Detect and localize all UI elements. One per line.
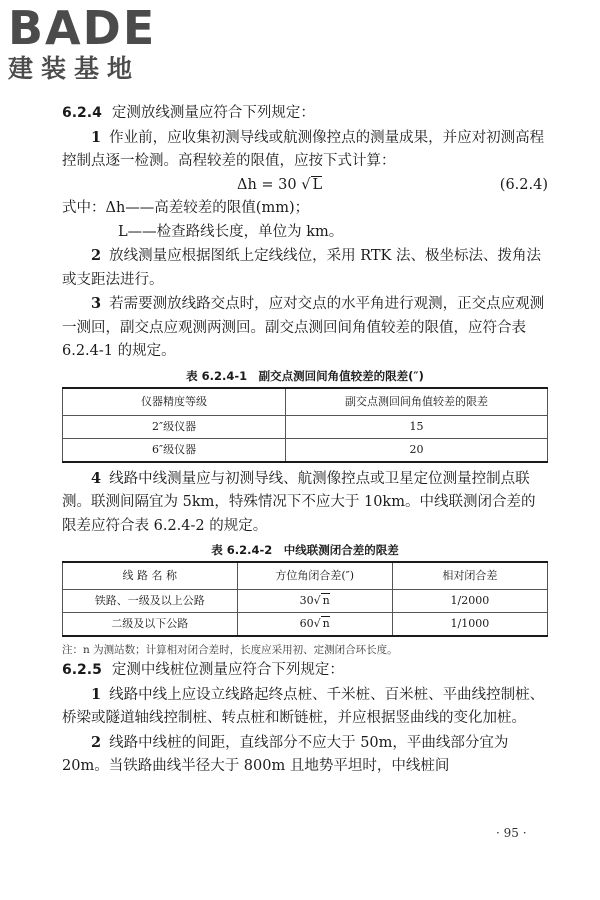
table-cell: 20 (286, 438, 548, 462)
table-cell: 60√ n (237, 613, 392, 637)
table-row (63, 613, 548, 637)
item-1 (62, 126, 548, 174)
item-2 (62, 244, 548, 292)
definition-2: L——检查路线长度，单位为 km。 (118, 223, 344, 240)
item-text: 作业前，应收集初测导线或航测像控点的测量成果，并应对初测高程控制点逐一检测。高程较差的限值，应按下式计算： (62, 129, 545, 169)
item-number: 1 (91, 685, 102, 703)
table-cell: 1/1000 (392, 613, 547, 637)
page-number: · 95 · (496, 826, 527, 840)
table-cell: 2″级仪器 (63, 415, 286, 438)
definition-1: 式中：Δh——高差较差的限值(mm)； (62, 200, 310, 216)
table-header-cell: 线 路 名 称 (63, 562, 238, 590)
item-1 (62, 683, 548, 731)
item-number: 3 (91, 295, 102, 312)
item-number: 2 (91, 247, 102, 264)
table-note: 注：n 为测站数；计算相对闭合差时，长度应采用初、定测闭合环长度。 (62, 644, 398, 656)
formula-6-2-4 (62, 174, 548, 198)
table-cell: 30√ n (237, 590, 392, 613)
coef: 30 (299, 594, 314, 607)
item-2 (62, 731, 548, 779)
radicand: n (322, 617, 330, 630)
section-heading-text: 定测放线测量应符合下列规定： (111, 105, 315, 121)
table-header-cell: 相对闭合差 (392, 562, 547, 590)
table-header-row (63, 562, 548, 590)
table-cell: 15 (286, 415, 548, 438)
formula-expression: Δh = 30 √ L (237, 176, 323, 193)
document-body (62, 102, 548, 779)
item-text: 放线测量应根据图纸上定线线位，采用 RTK 法、极坐标法、拨角法或支距法进行。 (62, 248, 541, 288)
table-header-row (63, 388, 548, 416)
item-number: 4 (91, 469, 102, 487)
item-text: 若需要测放线路交点时，应对交点的水平角进行观测，正交点应观测一测回，副交点应观测两测回。副交点测回间角值较差的限值，应符合表 6.2.4-1 的规定。 (62, 296, 545, 359)
section-6-2-4-heading (62, 102, 548, 126)
section-6-2-5-heading (62, 659, 548, 683)
logo-en: BADE (8, 1, 157, 55)
table-6-2-4-1 (62, 387, 548, 463)
item-3 (62, 292, 548, 364)
table-header-cell: 副交点测回间角值较差的限差 (286, 388, 548, 416)
radicand: n (322, 594, 330, 607)
formula-radicand: L (312, 176, 323, 193)
formula-lhs: Δh = 30 (237, 176, 297, 193)
table-row (63, 438, 548, 462)
item-text: 线路中线上应设立线路起终点桩、千米桩、百米桩、平曲线控制桩、桥梁或隧道轴线控制桩、转点桩和断链桩，并应根据竖曲线的变化加桩。 (62, 686, 545, 726)
item-text: 线路中线测量应与初测导线、航测像控点或卫星定位测量控制点联测。联测间隔宜为 5km，特殊情况下不应大于 10km。中线联测闭合差的限差应符合表 6.2.4-2 的规定。 (62, 470, 536, 534)
logo-cn: 建装基地 (8, 54, 141, 83)
item-text: 线路中线桩的间距，直线部分不应大于 50m，平曲线部分宜为 20m。当铁路曲线半径大于 800m 且地势平坦时，中线桩间 (62, 734, 509, 774)
table-cell: 6″级仪器 (63, 438, 286, 462)
coef: 60 (299, 617, 314, 630)
table-2-title: 表 6.2.4-2 中线联测闭合差的限差 (211, 543, 399, 557)
table-cell: 1/2000 (392, 590, 547, 613)
item-4 (62, 467, 548, 539)
formula-number: (6.2.4) (499, 176, 548, 193)
section-number: 6.2.5 (62, 662, 102, 678)
table-cell: 铁路、一级及以上公路 (63, 590, 238, 613)
logo (8, 1, 157, 84)
item-number: 1 (91, 128, 102, 146)
item-number: 2 (91, 733, 102, 751)
table-header-cell: 仪器精度等级 (63, 388, 286, 416)
table-header-cell: 方位角闭合差(″) (237, 562, 392, 590)
table-6-2-4-2 (62, 561, 548, 637)
table-cell: 二级及以下公路 (63, 613, 238, 637)
table-1-title: 表 6.2.4-1 副交点测回间角值较差的限差(″) (186, 368, 424, 383)
table-row (63, 415, 548, 438)
section-number: 6.2.4 (62, 105, 102, 121)
table-row (63, 590, 548, 613)
section-heading-text: 定测中线桩位测量应符合下列规定： (111, 662, 344, 678)
